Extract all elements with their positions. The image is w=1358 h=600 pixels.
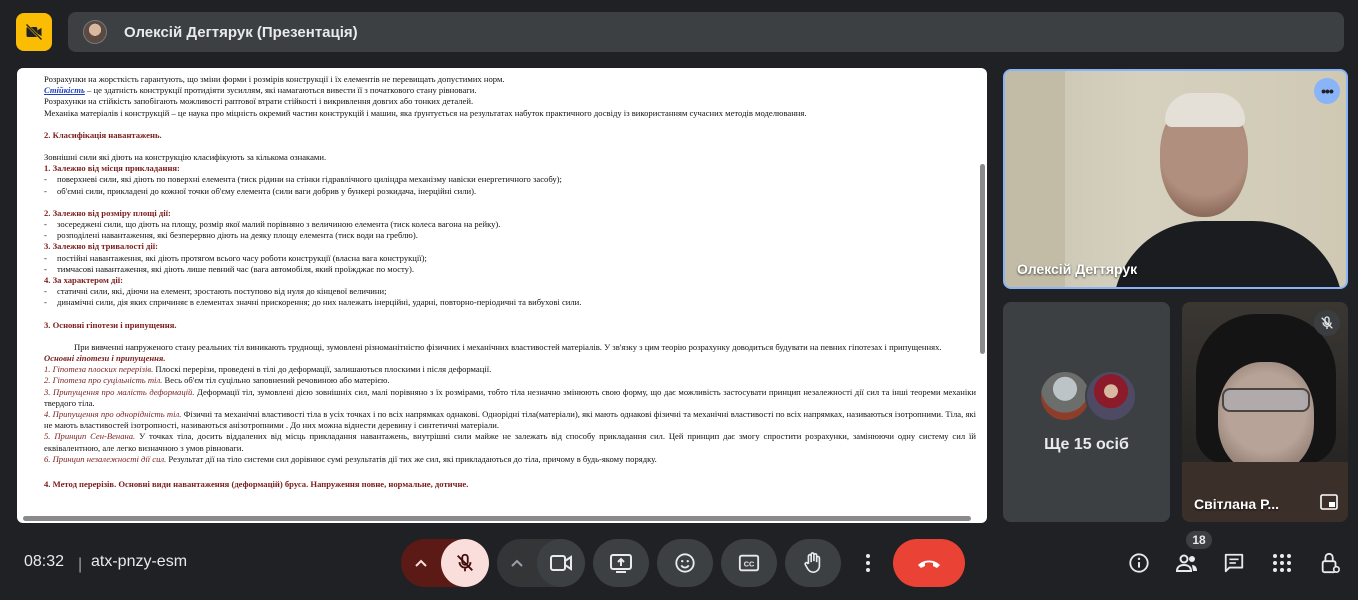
- doc-spacer: [44, 119, 976, 130]
- mic-options-button[interactable]: [401, 539, 441, 587]
- doc-line: Механіка матеріалів і конструкцій – це наука про міцність окремий частин конструкцій і машин, яка ґрунтується на результатах набуток практичного досвіду із використанням сучасних методів моделювання.: [44, 107, 807, 118]
- captions-icon: [738, 553, 760, 573]
- info-icon: [1128, 552, 1150, 574]
- people-button[interactable]: [1174, 550, 1200, 576]
- participant-tile-svitlana[interactable]: [1182, 302, 1348, 522]
- hypothesis-5: 5. Принцип Сен-Венана. У точках тіла, досить віддалених від місць прикладання навантажень, внутрішні сили майже не залежать від способу прикладання сил. Цей принцип дає змогу спростити розрахунки, замінюючи одну систему сил їй еквівалентною, але легко визначною з умов рівноваги.: [44, 431, 976, 453]
- chevron-up-icon: [510, 558, 524, 568]
- doc-heading: 2. Залежно від розміру площі дії:: [44, 207, 171, 218]
- mic-off-icon: [454, 552, 476, 574]
- doc-spacer: [44, 197, 976, 208]
- meeting-clock: 08:32: [24, 553, 65, 570]
- doc-list-item: - постійні навантаження, які діють протягом всього часу роботи конструкції (власна вага конструкції);: [44, 253, 976, 264]
- doc-list-item: - поверхневі сили, які діють по поверхні елемента (тиск рідини на стінки гідравлічного циліндра механізму навіски енергетичного засобу);: [44, 174, 976, 185]
- people-icon: [1175, 553, 1199, 573]
- doc-line: Розрахунки на жорсткість гарантують, що зміни форми і розмірів конструкції і їх елементів не перевищать допустимих норм.: [44, 74, 505, 84]
- camera-options-button[interactable]: [497, 539, 537, 587]
- camera-off-icon: [24, 22, 44, 42]
- doc-line: Зовнішні сили які діють на конструкцію класифікують за кількома ознаками.: [44, 152, 327, 163]
- camera-off-status-button[interactable]: [16, 13, 52, 51]
- meeting-details-button[interactable]: [1126, 550, 1152, 576]
- doc-heading: 3. Залежно від тривалості дії:: [44, 241, 159, 252]
- doc-heading: 1. Залежно від місця прикладання:: [44, 163, 180, 174]
- participant-tile-main[interactable]: [1003, 69, 1348, 289]
- presentation-bar: [68, 12, 1344, 52]
- doc-heading: 4. За характером дії:: [44, 275, 124, 286]
- hypothesis-2: 2. Гіпотеза про суцільність тіл. Весь об'єм тіл суцільно заповнений речовиною або матерією.: [44, 375, 390, 386]
- doc-list-item: - розподілені навантаження, які безперервно діють на деяку площу елемента (тиск води на греблю).: [44, 230, 976, 241]
- doc-line: Стійкість – це здатність конструкції протидіяти зусиллям, які намагаються вивести її з початкового стану рівноваги.: [44, 85, 477, 96]
- microphone-control-group: [401, 539, 489, 587]
- call-end-icon: [916, 556, 942, 570]
- doc-line: Розрахунки на стійкість запобігають можливості раптової втрати стійкості і викривлення довгих або тонких деталей.: [44, 96, 474, 107]
- camera-icon: [549, 553, 573, 573]
- doc-term: Стійкість: [44, 85, 85, 96]
- more-options-button[interactable]: [852, 539, 884, 587]
- section3-title: 3. Основні гіпотези і припущення.: [44, 319, 177, 330]
- svg-text:CC: CC: [743, 559, 755, 569]
- camera-control-group: [497, 539, 585, 587]
- more-horiz-icon: •••: [1321, 83, 1333, 99]
- emoji-icon: [674, 552, 696, 574]
- shared-document[interactable]: [17, 68, 987, 523]
- participant-name: Світлана Р...: [1194, 496, 1279, 512]
- hypothesis-6: 6. Принцип незалежності дії сил. Результат дії на тіло системи сил дорівнює сумі результатів дії тих же сил, які прикладаються до тіла, причому в будь-якому порядку.: [44, 453, 657, 464]
- participant-muted-indicator: [1314, 310, 1340, 336]
- present-screen-icon: [609, 552, 633, 574]
- document-vertical-scrollbar[interactable]: [980, 164, 985, 354]
- picture-in-picture-icon[interactable]: [1320, 494, 1338, 510]
- avatar-stack: [1039, 370, 1139, 422]
- doc-heading: 2. Класифікація навантажень.: [44, 129, 162, 140]
- doc-list-item: - об'ємні сили, прикладені до кожної точки об'єму елемента (сили ваги добрив у бункері розкидача, інерційні сили).: [44, 186, 976, 197]
- video-person-face: [1218, 362, 1314, 474]
- raise-hand-icon: [802, 551, 824, 575]
- captions-button[interactable]: [721, 539, 777, 587]
- document-content: [44, 68, 976, 490]
- doc-list-item: - динамічні сили, дія яких спричиняє в елементах значні прискорення; до них належать інерційні, ударні, повторно-періодичні та вибухові сили.: [44, 297, 976, 308]
- section4-title: 4. Метод перерізів. Основні види навантаження (деформацій) бруса. Напруження повне, нормальне, дотичне.: [44, 479, 469, 490]
- video-person-glasses: [1222, 388, 1310, 412]
- mic-off-icon: [1319, 315, 1335, 331]
- leave-call-button[interactable]: [893, 539, 965, 587]
- camera-toggle-button[interactable]: [537, 539, 585, 587]
- avatar: [1085, 370, 1137, 422]
- raise-hand-button[interactable]: [785, 539, 841, 587]
- presentation-title: Олексій Дегтярук (Презентація): [124, 23, 358, 41]
- host-controls-button[interactable]: [1317, 550, 1343, 576]
- video-door: [1005, 71, 1065, 289]
- host-controls-icon: [1319, 551, 1341, 575]
- doc-list-item: - зосереджені сили, що діють на площу, розмір якої малий порівняно з величиною елемента (тиск колеса вагона на рейку).: [44, 219, 976, 230]
- bottom-divider: |: [78, 556, 83, 573]
- document-horizontal-scrollbar[interactable]: [23, 516, 971, 521]
- video-person-body: [1182, 462, 1348, 522]
- hypothesis-1: 1. Гіпотеза плоских перерізів. Плоскі перерізи, проведені в тілі до деформації, залишаються плоскими і після деформації.: [44, 364, 492, 375]
- avatar: [1039, 370, 1091, 422]
- section3-subtitle: Основні гіпотези і припущення.: [44, 353, 166, 364]
- hypothesis-3: 3. Припущення про малість деформацій. Деформації тіл, зумовлені дією зовнішніх сил, малі порівняно з їх розмірами, тобто тіла незначно змінюють свою форму, що дає можливість застосувати принцип незалежності дії сил та інші теореми механіки твердого тіла.: [44, 386, 976, 408]
- emoji-reactions-button[interactable]: [657, 539, 713, 587]
- hypothesis-4: 4. Припущення про однорідність тіл. Фізичні та механічні властивості тіла в усіх точках і по всіх напрямках однакові. Однорідні тіла(матеріали), які мають однакові фізичні та механічні властивості по всіх напрямках, називаються ізотропними. Тіла, які не мають властивостей ізотропності, називаються анізотропними . До них можна віднести деревину і синтетичні матеріали.: [44, 409, 976, 431]
- participant-name: Олексій Дегтярук: [1017, 261, 1138, 277]
- mic-toggle-button[interactable]: [441, 539, 489, 587]
- meeting-code: atx-pnzy-esm: [91, 553, 188, 570]
- people-count-badge: 18: [1186, 531, 1212, 549]
- presenter-avatar: [83, 20, 107, 44]
- video-person-hair: [1165, 93, 1245, 127]
- chat-button[interactable]: [1221, 550, 1247, 576]
- present-screen-button[interactable]: [593, 539, 649, 587]
- doc-list-item: - статичні сили, які, діючи на елемент, зростають поступово від нуля до кінцевої величини;: [44, 286, 976, 297]
- tile-more-options-button[interactable]: [1314, 78, 1340, 104]
- others-count-label: Ще 15 осіб: [1044, 436, 1129, 453]
- chevron-up-icon: [414, 558, 428, 568]
- activities-button[interactable]: [1269, 550, 1295, 576]
- others-tile[interactable]: [1003, 302, 1170, 522]
- section3-paragraph: При вивченні напруженого стану реальних тіл виникають труднощі, зумовлені різноманітністю фізичних і механічних властивостей матеріалів. У зв'язку з цим теорію розрахунку доводиться будувати на певних гіпотезах і припущеннях.: [74, 341, 942, 352]
- doc-list-item: - тимчасові навантаження, які діють лише певний час (вага автомобіля, який проїжджає по мосту).: [44, 264, 976, 275]
- more-vert-icon: [865, 553, 871, 573]
- doc-spacer: [44, 141, 976, 152]
- chat-icon: [1223, 552, 1245, 574]
- activities-grid-icon: [1272, 553, 1292, 573]
